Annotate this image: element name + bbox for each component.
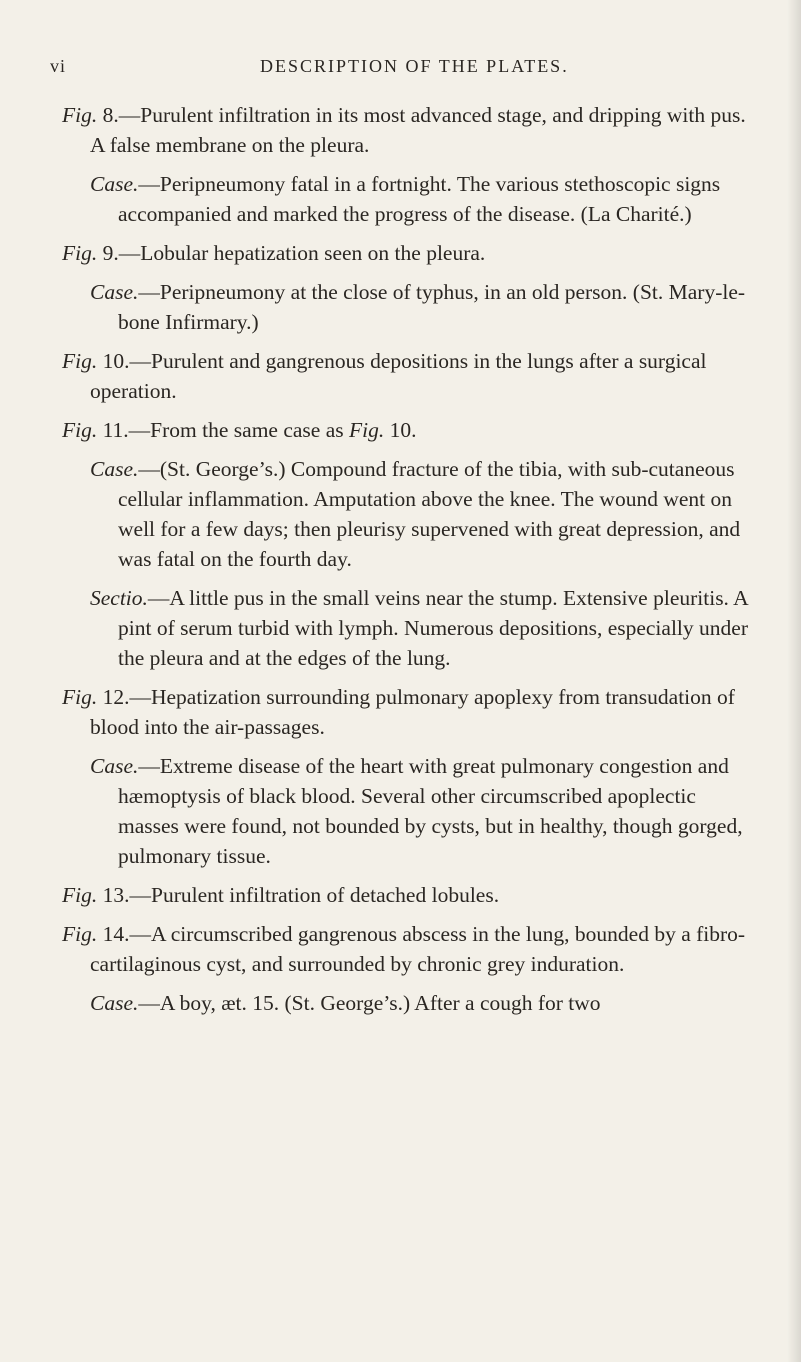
entry-crossref-label: Fig. [349,418,385,442]
entry-fig-8 [62,100,752,160]
entry-label: Fig. [62,418,98,442]
entry-label: Case. [90,754,139,778]
entry-label: Case. [90,280,139,304]
running-head [50,56,750,86]
entry-label: Case. [90,991,139,1015]
running-title: DESCRIPTION OF THE PLATES. [260,56,569,76]
entry-sectio [90,583,752,673]
entry-text: 14.—A circumscribed gangrenous abscess in the lung, bounded by a fibro-cartilaginous cyst, and surrounded by chronic grey induration. [90,922,746,976]
entry-fig-12 [62,682,752,742]
entry-case [90,454,752,574]
entry-text: 10.—Purulent and gangrenous depositions in the lungs after a surgical operation. [90,349,707,403]
entry-case [90,751,752,871]
entry-text: —Peripneumony fatal in a fortnight. The various stethoscopic signs accompanied and marked the progress of the disease. (La Charité.) [118,172,721,226]
entry-case [90,277,752,337]
entry-label: Fig. [62,241,98,265]
entry-label: Fig. [62,922,98,946]
entry-crossref-text: 10. [384,418,417,442]
entry-fig-9 [62,238,752,268]
entry-fig-13 [62,880,752,910]
entry-text: 9.—Lobular hepatization seen on the pleura. [97,241,486,265]
entry-label: Fig. [62,349,98,373]
entry-text: 13.—Purulent infiltration of detached lobules. [97,883,500,907]
entry-fig-14 [62,919,752,979]
entry-label: Case. [90,172,139,196]
entry-text: —A boy, æt. 15. (St. George’s.) After a cough for two [138,991,601,1015]
page-body [62,100,752,1027]
entry-text: —Extreme disease of the heart with great pulmonary congestion and hæmoptysis of black blood. Several other circumscribed apoplectic masses were found, not bounded by cysts, but in healthy, though gorged, pulmonary tissue. [118,754,743,868]
entry-label: Case. [90,457,139,481]
entry-label: Sectio. [90,586,148,610]
entry-label: Fig. [62,685,98,709]
entry-text: 8.—Purulent infiltration in its most advanced stage, and dripping with pus. A false membrane on the pleura. [90,103,746,157]
entry-label: Fig. [62,883,98,907]
page-number: vi [50,56,67,76]
entry-text: 11.—From the same case as [97,418,349,442]
page-edge-shadow [787,0,801,1362]
entry-case [90,988,752,1018]
entry-text: 12.—Hepatization surrounding pulmonary apoplexy from transudation of blood into the air-passages. [90,685,735,739]
entry-text: —A little pus in the small veins near the stump. Extensive pleuritis. A pint of serum turbid with lymph. Numerous depositions, especially under the pleura and at the edges of the lung. [118,586,748,670]
entry-case [90,169,752,229]
entry-fig-11 [62,415,752,445]
entry-fig-10 [62,346,752,406]
entry-label: Fig. [62,103,98,127]
entry-text: —Peripneumony at the close of typhus, in an old person. (St. Mary-le-bone Infirmary.) [118,280,746,334]
entry-text: —(St. George’s.) Compound fracture of the tibia, with sub-cutaneous cellular inflammation. Amputation above the knee. The wound went on well for a few days; then pleurisy supervened with great depression, and was fatal on the fourth day. [118,457,741,571]
